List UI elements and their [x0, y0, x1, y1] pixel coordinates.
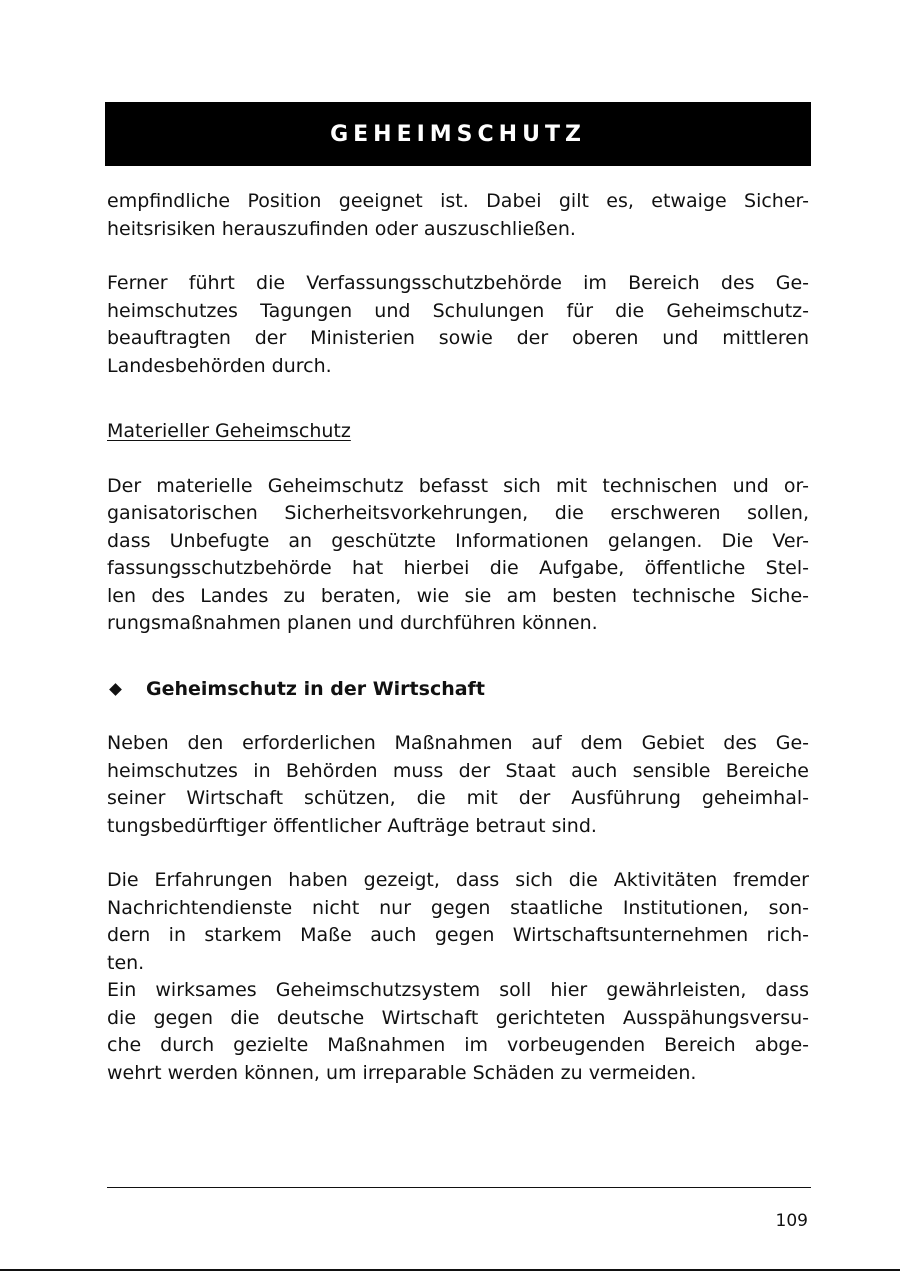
text-line: Neben den erforderlichen Maßnahmen auf dem Gebiet des Ge-: [107, 732, 809, 754]
paragraph: [107, 867, 809, 977]
text-line: Ein wirksames Geheimschutzsystem soll hier gewährleisten, dass: [107, 979, 809, 1001]
text-line: ganisatorischen Sicherheitsvorkehrungen, die erschweren sollen,: [107, 502, 809, 524]
text-line: ten.: [107, 951, 145, 974]
paragraph: [107, 270, 809, 380]
page-header-title: GEHEIMSCHUTZ: [330, 121, 586, 147]
text-line: wehrt werden können, um irreparable Schäden zu vermeiden.: [107, 1061, 697, 1084]
text-line: tungsbedürftiger öffentlicher Aufträge betraut sind.: [107, 814, 597, 837]
paragraph: [107, 473, 809, 638]
text-line: Landesbehörden durch.: [107, 354, 332, 377]
bottom-edge-rule: [0, 1269, 900, 1271]
text-line: Die Erfahrungen haben gezeigt, dass sich die Aktivitäten fremder: [107, 869, 809, 891]
text-line: che durch gezielte Maßnahmen im vorbeugenden Bereich abge-: [107, 1034, 809, 1056]
text-line: rungsmaßnahmen planen und durchführen können.: [107, 612, 598, 634]
text-line: fassungsschutzbehörde hat hierbei die Aufgabe, öffentliche Stel-: [107, 557, 809, 579]
text-line: beauftragten der Ministerien sowie der oberen und mittleren: [107, 327, 809, 349]
page-content: [107, 188, 809, 1087]
section-heading-materiell: Materieller Geheimschutz: [107, 420, 351, 442]
text-line: Nachrichtendienste nicht nur gegen staatliche Institutionen, son-: [107, 896, 809, 919]
diamond-bullet-icon: [109, 683, 122, 696]
paragraph: [107, 730, 809, 840]
page-header-bar: [105, 102, 811, 166]
text-line: Ferner führt die Verfassungsschutzbehörde im Bereich des Ge-: [107, 272, 809, 294]
text-line: die gegen die deutsche Wirtschaft gerichteten Ausspähungsversu-: [107, 1006, 809, 1029]
text-line: dass Unbefugte an geschützte Informationen gelangen. Die Ver-: [107, 529, 809, 552]
text-line: Der materielle Geheimschutz befasst sich mit technischen und or-: [107, 474, 809, 497]
text-line: heimschutzes Tagungen und Schulungen für die Geheimschutz-: [107, 299, 809, 322]
text-line: empfindliche Position geeignet ist. Dabei gilt es, etwaige Sicher-: [107, 190, 809, 212]
text-line: heimschutzes in Behörden muss der Staat auch sensible Bereiche: [107, 759, 809, 782]
text-line: heitsrisiken herauszufinden oder auszuschließen.: [107, 217, 576, 240]
section-heading-wirtschaft-label: Geheimschutz in der Wirtschaft: [146, 677, 485, 700]
text-line: seiner Wirtschaft schützen, die mit der Ausführung geheimhal-: [107, 787, 809, 809]
paragraph: [107, 977, 809, 1087]
footer-divider: [107, 1187, 811, 1188]
text-line: dern in starkem Maße auch gegen Wirtschaftsunternehmen rich-: [107, 924, 809, 946]
text-line: len des Landes zu beraten, wie sie am besten technische Siche-: [107, 584, 809, 607]
section-heading-wirtschaft: [107, 676, 809, 704]
page-number: 109: [775, 1211, 808, 1231]
paragraph: [107, 188, 809, 243]
